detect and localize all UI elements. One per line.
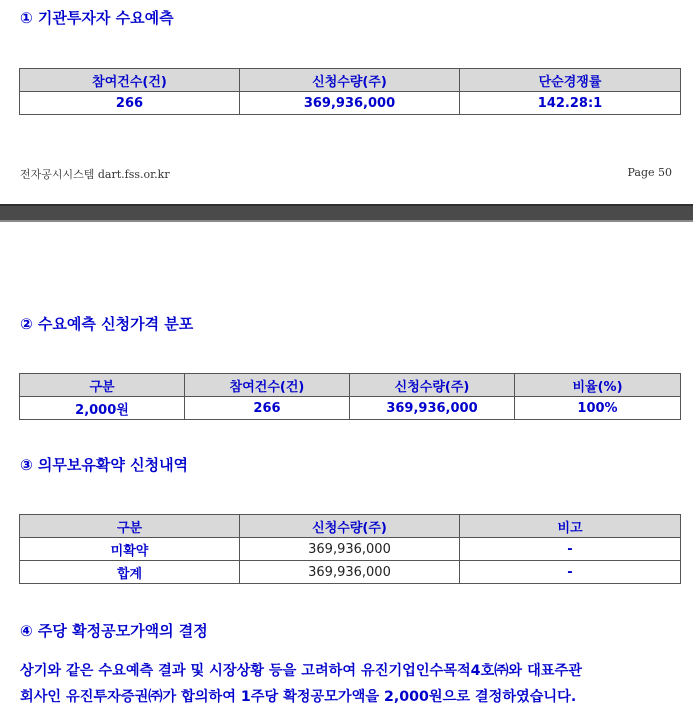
section1-title: ① 기관투자자 수요예측: [20, 9, 174, 27]
cell-remarks: -: [460, 538, 681, 561]
table-header-row: [20, 515, 681, 538]
cell-competition-rate: 142.28:1: [460, 92, 681, 115]
header-ratio: 비율(%): [515, 374, 681, 397]
cell-price: 2,000원: [20, 397, 185, 420]
cell-ratio: 100%: [515, 397, 681, 420]
paragraph-line-1: 상기와 같은 수요예측 결과 및 시장상황 등을 고려하여 유진기업인수목적4호㈜와 대표주관: [20, 663, 582, 679]
header-participants: 참여건수(건): [20, 69, 240, 92]
header-participants: 참여건수(건): [185, 374, 350, 397]
section2-title: ② 수요예측 신청가격 분포: [20, 315, 194, 333]
header-remarks: 비고: [460, 515, 681, 538]
cell-remarks: -: [460, 561, 681, 584]
section4-title: ④ 주당 확정공모가액의 결정: [20, 622, 208, 640]
header-quantity: 신청수량(주): [350, 374, 515, 397]
header-quantity: 신청수량(주): [240, 69, 460, 92]
table-row: [20, 397, 681, 420]
header-category: 구분: [20, 374, 185, 397]
demand-forecast-table: [19, 68, 681, 115]
lockup-table: [19, 514, 681, 584]
table-row: [20, 561, 681, 584]
table-row: [20, 538, 681, 561]
offering-price-paragraph: [20, 658, 690, 710]
cell-quantity: 369,936,000: [350, 397, 515, 420]
cell-quantity: 369,936,000: [240, 92, 460, 115]
page-break-bar: [0, 204, 693, 222]
cell-category: 미확약: [20, 538, 240, 561]
header-category: 구분: [20, 515, 240, 538]
header-quantity: 신청수량(주): [240, 515, 460, 538]
cell-participants: 266: [185, 397, 350, 420]
paragraph-line-2: 회사인 유진투자증권㈜가 합의하여 1주당 확정공모가액을 2,000원으로 결정하였습니다.: [20, 689, 577, 705]
table-row: [20, 92, 681, 115]
footer-site: 전자공시시스템 dart.fss.or.kr: [20, 168, 170, 181]
section3-title: ③ 의무보유확약 신청내역: [20, 456, 189, 474]
cell-quantity: 369,936,000: [240, 538, 460, 561]
table-header-row: [20, 374, 681, 397]
cell-participants: 266: [20, 92, 240, 115]
footer-page-number: Page 50: [627, 166, 672, 179]
table-header-row: [20, 69, 681, 92]
price-distribution-table: [19, 373, 681, 420]
cell-quantity: 369,936,000: [240, 561, 460, 584]
header-competition-rate: 단순경쟁률: [460, 69, 681, 92]
cell-category: 합계: [20, 561, 240, 584]
